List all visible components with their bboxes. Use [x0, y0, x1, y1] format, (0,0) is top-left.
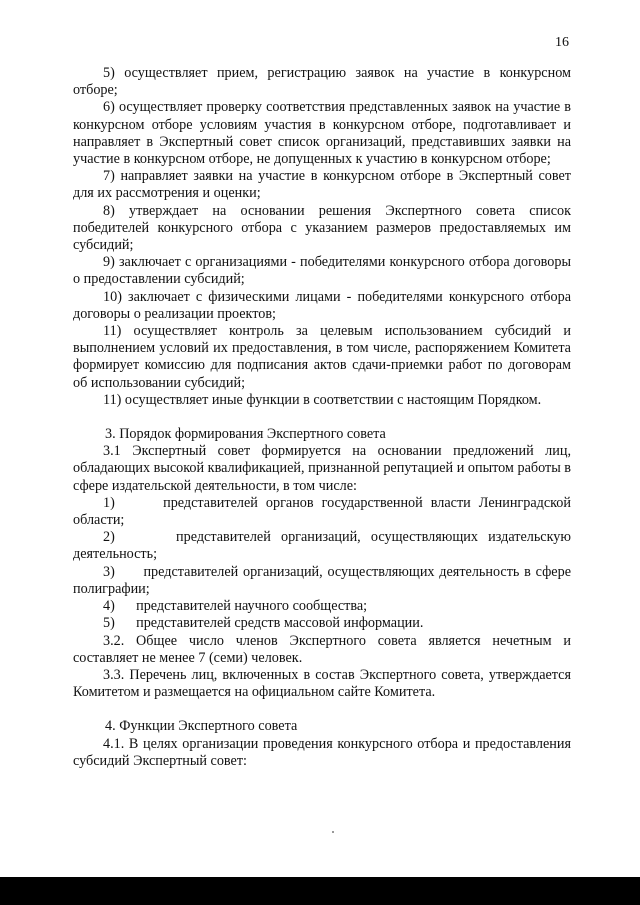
section-3-heading: 3. Порядок формирования Экспертного совета [105, 426, 386, 443]
list-item: 8) утверждает на основании решения Экспертного совета список победителей конкурсного отбора с указанием размеров предоставляемых им субсидий; [73, 202, 571, 254]
paragraph-3-3: 3.3. Перечень лиц, включенных в состав Экспертного совета, утверждается Комитетом и размещается на официальном сайте Комитета. [73, 666, 571, 701]
list-item: 5) представителей средств массовой информации. [103, 615, 424, 632]
list-item: 5) осуществляет прием, регистрацию заявок на участие в конкурсном отборе; [73, 65, 571, 99]
paragraph-3-2: 3.2. Общее число членов Экспертного совета является нечетным и составляет не менее 7 (семи) человек. [73, 632, 571, 666]
list-item: 7) направляет заявки на участие в конкурсном отборе в Экспертный совет для их рассмотрения и оценки; [73, 168, 571, 202]
list-item: 4) представителей научного сообщества; [103, 598, 368, 615]
scan-bottom-border [0, 877, 640, 905]
paragraph-3-1: 3.1 Экспертный совет формируется на основании предложений лиц, обладающих высокой квалификацией, признанной репутацией и опытом работы в сфере издательской деятельности, в том числе: [73, 443, 571, 494]
list-item: 6) осуществляет проверку соответствия представленных заявок на участие в конкурсном отборе условиям участия в конкурсном отборе, подготавливает и направляет в Экспертный совет список организаций, представивших заявки на участие в конкурсном отборе, не допущенных к участию в конкурсном отборе; [73, 99, 571, 168]
spacer [73, 701, 571, 718]
list-item: 1) представителей органов государственной власти Ленинградской области; [73, 494, 575, 529]
spacer [73, 409, 571, 426]
list-item: 11) осуществляет иные функции в соответствии с настоящим Порядком. [103, 391, 542, 408]
document-body [73, 65, 575, 770]
paragraph-4-1: 4.1. В целях организации проведения конкурсного отбора и предоставления субсидий Экспертный совет: [73, 735, 571, 769]
list-item: 11) осуществляет контроль за целевым использованием субсидий и выполнением условий их предоставления, в том числе, распоряжением Комитета формирует комиссию для подписания актов сдачи-приемки работ по договорам об использовании субсидий; [73, 323, 571, 391]
section-4-heading: 4. Функции Экспертного совета [105, 718, 298, 735]
list-item: 2) представителей организаций, осуществляющих издательскую деятельность; [73, 529, 575, 563]
list-item: 9) заключает с организациями - победителями конкурсного отбора договоры о предоставлении субсидий; [73, 254, 571, 288]
page-number: 16 [555, 35, 569, 50]
list-item: 10) заключает с физическими лицами - победителями конкурсного отбора договоры о реализации проектов; [73, 288, 571, 322]
list-item: 3) представителей организаций, осуществляющих деятельность в сфере полиграфии; [73, 563, 575, 597]
scan-speck [332, 831, 334, 833]
